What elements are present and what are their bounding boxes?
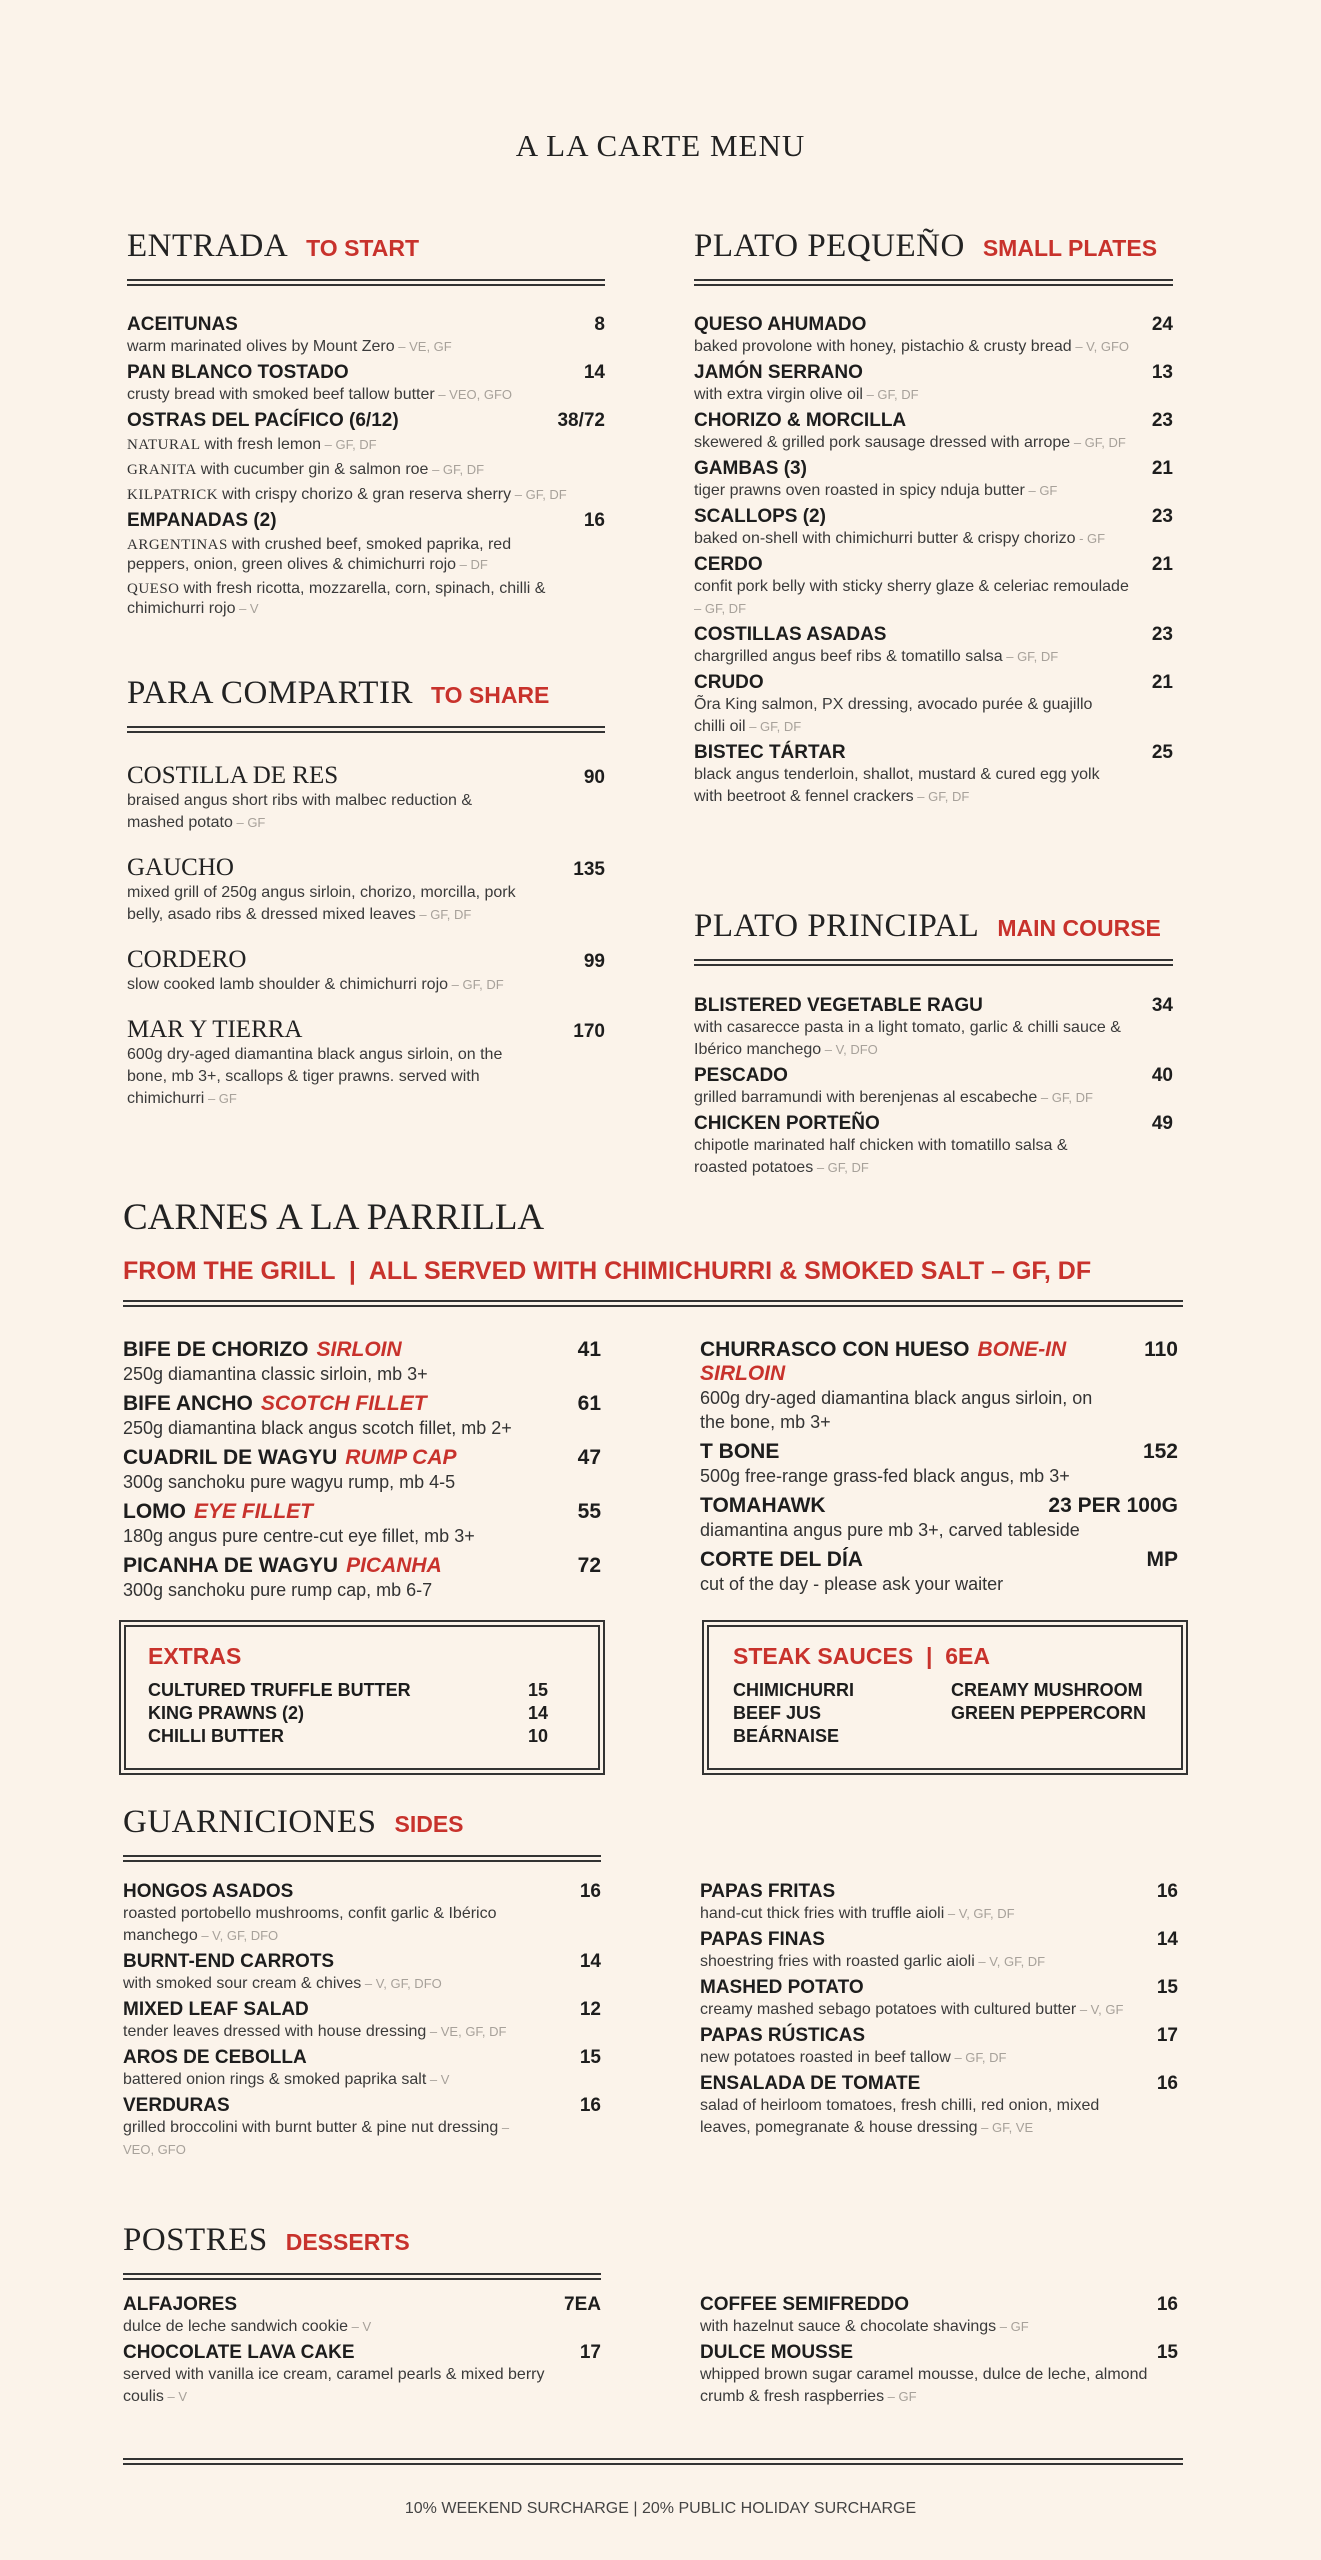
menu-item <box>694 362 1173 406</box>
item-name: DULCE MOUSSE <box>700 2342 854 2363</box>
dietary-tag: – V <box>163 2389 188 2404</box>
item-price: 38/72 <box>557 410 605 431</box>
item-name: HONGOS ASADOS <box>123 1881 294 1902</box>
item-price: 14 <box>579 1951 601 1972</box>
item-price: 135 <box>573 859 605 880</box>
variant-label: QUESO <box>127 581 180 597</box>
cut-name: SIRLOIN <box>316 1338 402 1361</box>
item-desc: with crispy chorizo & gran reserva sherry <box>222 486 512 503</box>
section-title: POSTRES <box>123 2222 268 2258</box>
sauces-title: STEAK SAUCES | 6EA <box>733 1643 990 1669</box>
menu-item <box>127 946 605 996</box>
grill-list-left <box>123 1338 601 1602</box>
menu-item <box>694 672 1173 738</box>
variant-label: GRANITA <box>127 462 197 478</box>
item-name: COSTILLA DE RES <box>127 762 339 789</box>
item-price: 23 <box>1151 624 1173 645</box>
item-price: 23 <box>1151 410 1173 431</box>
section-header <box>127 228 605 265</box>
dietary-tag: – VEO, GFO <box>123 2120 510 2157</box>
item-price: 14 <box>1156 1929 1178 1950</box>
double-rule <box>694 959 1173 966</box>
item-price: 16 <box>1156 2073 1178 2094</box>
section-subtitle: MAIN COURSE <box>997 915 1161 941</box>
item-price: 17 <box>1156 2025 1178 2046</box>
item-name: CERDO <box>694 554 763 575</box>
dietary-tag: – GF <box>232 815 266 830</box>
dietary-tag: – GF, DF <box>1002 649 1059 664</box>
dietary-tag: – VEO, GFO <box>434 387 512 402</box>
dietary-tag: – GF, DF <box>813 1160 869 1175</box>
item-price: 16 <box>579 2095 601 2116</box>
item-price: 41 <box>577 1338 601 1361</box>
desserts-list-left <box>123 2294 601 2408</box>
item-name: PESCADO <box>694 1065 788 1086</box>
item-name: MAR Y TIERRA <box>127 1016 303 1043</box>
menu-item <box>694 1065 1173 1109</box>
item-desc: Õra King salmon, PX dressing, avocado purée & guajillo chilli oil <box>694 696 1093 735</box>
dietary-tag: – GF, DF <box>694 601 747 616</box>
surcharge-note: 10% WEEKEND SURCHARGE | 20% PUBLIC HOLIDAY SURCHARGE <box>404 2500 917 2517</box>
item-desc: braised angus short ribs with malbec reduction & mashed potato <box>127 792 473 831</box>
item-desc: baked on-shell with chimichurri butter & crispy chorizo <box>694 530 1076 547</box>
variant-label: ARGENTINAS <box>127 537 228 553</box>
item-name: PAPAS RÚSTICAS <box>700 2025 866 2046</box>
item-desc: 600g dry-aged diamantina black angus sirloin, on the bone, mb 3+ <box>700 1388 1093 1432</box>
item-price: 40 <box>1151 1065 1173 1086</box>
item-price: 152 <box>1142 1440 1178 1463</box>
item-name: BLISTERED VEGETABLE RAGU <box>694 995 983 1016</box>
entrada-list <box>127 314 605 619</box>
dietary-tag: – V <box>235 601 259 616</box>
dietary-tag: – GF, DF <box>321 437 377 452</box>
cut-name: RUMP CAP <box>345 1446 457 1469</box>
menu-item <box>700 2073 1178 2139</box>
section-title: PLATO PEQUEÑO <box>694 228 965 264</box>
item-desc: chargrilled angus beef ribs & tomatillo salsa <box>694 648 1003 665</box>
menu-item <box>127 314 605 358</box>
item-name: BIFE DE CHORIZO <box>123 1338 309 1361</box>
double-rule <box>123 1855 601 1862</box>
dietary-tag: – GF <box>996 2319 1029 2334</box>
item-price: 10 <box>527 1726 548 1746</box>
item-desc: tender leaves dressed with house dressing <box>123 2023 427 2040</box>
section-grill <box>123 1196 1183 1307</box>
dietary-tag: – V, DFO <box>821 1042 878 1057</box>
section-subtitle: SIDES <box>394 1811 464 1837</box>
footer-rule <box>123 2458 1183 2465</box>
menu-item <box>123 2342 601 2408</box>
item-desc: mixed grill of 250g angus sirloin, chorizo, morcilla, pork belly, asado ribs & dressed mixed leaves <box>127 884 516 923</box>
dietary-tag: – GF, DF <box>745 719 802 734</box>
item-price: 17 <box>579 2342 601 2363</box>
sides-list-right <box>700 1881 1178 2139</box>
item-desc: with hazelnut sauce & chocolate shavings <box>700 2318 997 2335</box>
section-sides <box>123 1804 601 1862</box>
section-subtitle: DESSERTS <box>285 2229 410 2255</box>
extra-item <box>148 1680 548 1701</box>
item-name: COFFEE SEMIFREDDO <box>700 2294 910 2315</box>
dietary-tag: – GF <box>884 2389 917 2404</box>
item-name: KING PRAWNS (2) <box>148 1703 305 1723</box>
section-pequeno <box>694 228 1173 286</box>
item-name: BURNT-END CARROTS <box>123 1951 335 1972</box>
item-desc: cut of the day - please ask your waiter <box>700 1574 1004 1594</box>
item-name: PAN BLANCO TOSTADO <box>127 362 349 383</box>
variant-label: NATURAL <box>127 437 201 453</box>
menu-item <box>700 2025 1178 2069</box>
menu-item <box>700 2342 1178 2408</box>
item-desc: 180g angus pure centre-cut eye fillet, mb 3+ <box>123 1526 475 1546</box>
item-price: 110 <box>1144 1338 1178 1361</box>
section-title: PLATO PRINCIPAL <box>694 908 980 944</box>
dietary-tag: – V, GF <box>1076 2002 1124 2017</box>
double-rule <box>694 279 1173 286</box>
item-name: GAMBAS (3) <box>694 458 807 479</box>
item-name: TOMAHAWK <box>700 1494 826 1517</box>
item-price: 25 <box>1151 742 1173 763</box>
menu-item <box>694 314 1173 358</box>
grill-item <box>700 1548 1178 1596</box>
item-price: 14 <box>527 1703 548 1723</box>
menu-item <box>123 2047 601 2091</box>
dietary-tag: – GF, DF <box>415 907 472 922</box>
item-desc: skewered & grilled pork sausage dressed with arrope <box>694 434 1071 451</box>
sauces-box <box>702 1620 1188 1775</box>
item-price: 15 <box>579 2047 601 2068</box>
page-title: A LA CARTE MENU <box>515 128 806 163</box>
item-desc: with cucumber gin & salmon roe <box>200 461 429 478</box>
item-desc: 600g dry-aged diamantina black angus sirloin, on the bone, mb 3+, scallops & tiger prawns. served with chimichurri <box>127 1046 503 1107</box>
item-name: CHILLI BUTTER <box>148 1726 284 1746</box>
item-price: 12 <box>579 1999 601 2020</box>
item-desc: 300g sanchoku pure wagyu rump, mb 4-5 <box>123 1472 456 1492</box>
sauce-item: CREAMY MUSHROOM <box>951 1680 1143 1700</box>
item-name: PAPAS FINAS <box>700 1929 825 1950</box>
item-price: 8 <box>594 314 605 335</box>
item-price: 15 <box>1156 2342 1178 2363</box>
section-principal <box>694 908 1173 966</box>
menu-item <box>127 410 605 506</box>
item-price: 14 <box>583 362 605 383</box>
section-subtitle: TO SHARE <box>430 682 550 708</box>
sauce-item: CHIMICHURRI <box>733 1680 854 1700</box>
menu-item <box>694 742 1173 808</box>
dietary-tag: – GF, DF <box>1037 1090 1093 1105</box>
cut-name: SCOTCH FILLET <box>260 1392 427 1415</box>
item-desc: baked provolone with honey, pistachio & crusty bread <box>694 338 1072 355</box>
dietary-tag: – V <box>426 2072 450 2087</box>
item-price: 24 <box>1151 314 1173 335</box>
grill-item <box>123 1392 601 1440</box>
section-title: ENTRADA <box>127 228 289 264</box>
item-name: MASHED POTATO <box>700 1977 864 1998</box>
item-price: 15 <box>1156 1977 1178 1998</box>
item-desc: black angus tenderloin, shallot, mustard & cured egg yolk with beetroot & fennel crackers <box>694 766 1100 805</box>
sauce-item: BEEF JUS <box>733 1703 822 1723</box>
item-desc: warm marinated olives by Mount Zero <box>127 338 395 355</box>
item-desc: diamantina angus pure mb 3+, carved tableside <box>700 1520 1080 1540</box>
dietary-tag: – GF, VE <box>977 2120 1034 2135</box>
double-rule <box>127 279 605 286</box>
extra-item <box>148 1703 548 1724</box>
item-name: EMPANADAS (2) <box>127 510 277 531</box>
dietary-tag: – VE, GF, DF <box>426 2024 507 2039</box>
item-price: 13 <box>1151 362 1173 383</box>
menu-item <box>127 510 605 619</box>
item-name: PICANHA DE WAGYU <box>123 1554 339 1577</box>
item-desc: roasted portobello mushrooms, confit garlic & Ibérico manchego <box>123 1905 497 1944</box>
item-price: MP <box>1146 1548 1178 1571</box>
item-desc: tiger prawns oven roasted in spicy nduja butter <box>694 482 1025 499</box>
menu-item <box>127 762 605 834</box>
extras-box <box>119 1620 605 1775</box>
section-header <box>694 228 1173 265</box>
principal-list <box>694 995 1173 1179</box>
item-name: CORDERO <box>127 946 247 973</box>
item-name: ENSALADA DE TOMATE <box>700 2073 921 2094</box>
cut-name: EYE FILLET <box>194 1500 314 1523</box>
item-desc: crusty bread with smoked beef tallow butter <box>127 386 435 403</box>
grill-item <box>123 1500 601 1548</box>
item-desc: with fresh lemon <box>204 436 321 453</box>
item-price: 34 <box>1151 995 1173 1016</box>
section-compartir <box>127 675 605 733</box>
grill-item <box>700 1440 1178 1488</box>
item-name: OSTRAS DEL PACÍFICO (6/12) <box>127 410 399 431</box>
dietary-tag: – GF <box>204 1091 237 1106</box>
menu-item <box>127 854 605 926</box>
menu-item <box>123 1881 601 1947</box>
item-name: VERDURAS <box>123 2095 230 2116</box>
section-subtitle: FROM THE GRILL | ALL SERVED WITH CHIMICHURRI & SMOKED SALT – GF, DF <box>123 1257 1092 1285</box>
section-subtitle: TO START <box>306 235 420 261</box>
section-subtitle: SMALL PLATES <box>982 235 1158 261</box>
item-desc: 500g free-range grass-fed black angus, mb 3+ <box>700 1466 1070 1486</box>
section-entrada <box>127 228 605 286</box>
item-name: PAPAS FRITAS <box>700 1881 836 1902</box>
sides-list-left <box>123 1881 601 2161</box>
extra-item <box>148 1726 548 1747</box>
item-price: 72 <box>577 1554 601 1577</box>
item-price: 7EA <box>564 2294 601 2315</box>
item-name: LOMO <box>123 1500 186 1523</box>
dietary-tag: – V, GF, DF <box>944 1906 1015 1921</box>
item-name: SCALLOPS (2) <box>694 506 826 527</box>
item-desc: grilled barramundi with berenjenas al escabeche <box>694 1089 1038 1106</box>
section-title: PARA COMPARTIR <box>127 675 413 711</box>
compartir-list <box>127 762 605 1110</box>
grill-list-right <box>700 1338 1178 1596</box>
menu-item <box>123 2095 601 2161</box>
item-name: GAUCHO <box>127 854 234 881</box>
section-header <box>123 2222 601 2259</box>
item-desc: 300g sanchoku pure rump cap, mb 6-7 <box>123 1580 433 1600</box>
menu-item <box>700 1929 1178 1973</box>
grill-item <box>700 1338 1178 1434</box>
dietary-tag: – GF, DF <box>428 462 485 477</box>
item-name: CHORIZO & MORCILLA <box>694 410 907 431</box>
menu-item <box>694 458 1173 502</box>
item-price: 21 <box>1151 554 1173 575</box>
item-name: QUESO AHUMADO <box>694 314 867 335</box>
double-rule <box>123 1300 1183 1307</box>
section-title: GUARNICIONES <box>123 1804 377 1840</box>
dietary-tag: – V, GF, DFO <box>197 1928 279 1943</box>
dietary-tag: – V, GF, DF <box>974 1954 1046 1969</box>
item-desc: confit pork belly with sticky sherry glaze & celeriac remoulade <box>694 578 1129 595</box>
sauce-column <box>951 1680 1146 1747</box>
cut-name: BONE-IN SIRLOIN <box>700 1338 1067 1385</box>
item-desc: served with vanilla ice cream, caramel pearls & mixed berry coulis <box>123 2366 545 2405</box>
dietary-tag: – GF, DF <box>913 789 970 804</box>
item-price: 16 <box>1156 2294 1178 2315</box>
item-desc: new potatoes roasted in beef tallow <box>700 2049 951 2066</box>
item-price: 90 <box>583 767 605 788</box>
item-name: BIFE ANCHO <box>123 1392 253 1415</box>
variant-label: KILPATRICK <box>127 487 219 503</box>
sauce-column <box>733 1680 951 1747</box>
dietary-tag: – V <box>348 2319 372 2334</box>
item-name: CHURRASCO CON HUESO <box>700 1338 970 1361</box>
item-desc: with casarecce pasta in a light tomato, garlic & chilli sauce & Ibérico manchego <box>694 1019 1121 1058</box>
item-desc: salad of heirloom tomatoes, fresh chilli, red onion, mixed leaves, pomegranate & house dressing <box>700 2097 1100 2136</box>
dietary-tag: – GF, DF <box>950 2050 1007 2065</box>
item-name: CHICKEN PORTEÑO <box>694 1113 880 1134</box>
dietary-tag: – GF, DF <box>1070 435 1126 450</box>
item-name: BISTEC TÁRTAR <box>694 742 846 763</box>
section-title: CARNES A LA PARRILLA <box>123 1197 545 1238</box>
item-price: 49 <box>1151 1113 1173 1134</box>
item-desc: with extra virgin olive oil <box>694 386 863 403</box>
item-desc: battered onion rings & smoked paprika salt <box>123 2071 427 2088</box>
grill-item <box>700 1494 1178 1542</box>
item-name: ALFAJORES <box>123 2294 238 2315</box>
item-desc: with crushed beef, smoked paprika, red peppers, onion, green olives & chimichurri rojo <box>127 536 512 573</box>
item-name: CORTE DEL DÍA <box>700 1548 863 1571</box>
item-price: 23 <box>1151 506 1173 527</box>
item-desc: whipped brown sugar caramel mousse, dulce de leche, almond crumb & fresh raspberries <box>700 2366 1148 2405</box>
menu-item <box>123 2294 601 2338</box>
item-desc: with smoked sour cream & chives <box>123 1975 362 1992</box>
grill-item <box>123 1446 601 1494</box>
menu-item <box>694 1113 1173 1179</box>
extras-title: EXTRAS <box>148 1643 242 1669</box>
item-desc: 250g diamantina black angus scotch fillet, mb 2+ <box>123 1418 512 1438</box>
desserts-list-right <box>700 2294 1178 2408</box>
double-rule <box>127 726 605 733</box>
item-name: AROS DE CEBOLLA <box>123 2047 307 2068</box>
pequeno-list <box>694 314 1173 808</box>
menu-item <box>127 362 605 406</box>
item-price: 47 <box>577 1446 601 1469</box>
dietary-tag: – V, GFO <box>1071 339 1130 354</box>
menu-item <box>123 1999 601 2043</box>
item-name: MIXED LEAF SALAD <box>123 1999 309 2020</box>
item-price: 16 <box>579 1881 601 1902</box>
item-name: CRUDO <box>694 672 764 693</box>
grill-item <box>123 1338 601 1386</box>
cut-name: PICANHA <box>346 1554 442 1577</box>
item-desc: chipotle marinated half chicken with tomatillo salsa & roasted potatoes <box>694 1137 1068 1176</box>
dietary-tag: – GF, DF <box>448 977 504 992</box>
item-name: COSTILLAS ASADAS <box>694 624 887 645</box>
menu-item <box>700 2294 1178 2338</box>
item-desc: hand-cut thick fries with truffle aioli <box>700 1905 945 1922</box>
menu-item <box>694 995 1173 1061</box>
menu-item <box>700 1881 1178 1925</box>
dietary-tag: – GF <box>1024 483 1058 498</box>
item-price: 61 <box>577 1392 601 1415</box>
dietary-tag: – DF <box>456 557 488 572</box>
item-price: 15 <box>527 1680 548 1700</box>
item-price: 21 <box>1151 458 1173 479</box>
item-price: 16 <box>1156 1881 1178 1902</box>
dietary-tag: – GF, DF <box>862 387 919 402</box>
menu-item <box>694 554 1173 620</box>
dietary-tag: – V, GF, DFO <box>361 1976 442 1991</box>
section-header <box>694 908 1173 945</box>
item-desc: slow cooked lamb shoulder & chimichurri rojo <box>127 976 449 993</box>
item-name: T BONE <box>700 1440 780 1463</box>
item-name: CHOCOLATE LAVA CAKE <box>123 2342 355 2363</box>
dietary-tag: – VE, GF <box>394 339 452 354</box>
item-name: ACEITUNAS <box>127 314 238 335</box>
item-desc: creamy mashed sebago potatoes with cultured butter <box>700 2001 1077 2018</box>
item-desc: dulce de leche sandwich cookie <box>123 2318 349 2335</box>
dietary-tag: - GF <box>1075 531 1106 546</box>
menu-item <box>123 1951 601 1995</box>
item-price: 55 <box>577 1500 601 1523</box>
item-desc: shoestring fries with roasted garlic aioli <box>700 1953 975 1970</box>
menu-item <box>700 1977 1178 2021</box>
item-price: 16 <box>583 510 605 531</box>
section-header <box>127 675 605 712</box>
item-desc: 250g diamantina classic sirloin, mb 3+ <box>123 1364 428 1384</box>
menu-item <box>694 506 1173 550</box>
item-name: JAMÓN SERRANO <box>694 362 863 383</box>
item-name: CUADRIL DE WAGYU <box>123 1446 338 1469</box>
item-price: 23 PER 100G <box>1048 1494 1178 1517</box>
dietary-tag: – GF, DF <box>511 487 567 502</box>
sauce-item: BEÁRNAISE <box>733 1726 840 1746</box>
item-desc: grilled broccolini with burnt butter & pine nut dressing <box>123 2119 499 2136</box>
section-desserts <box>123 2222 601 2280</box>
item-desc: with fresh ricotta, mozzarella, corn, spinach, chilli & chimichurri rojo <box>127 580 546 617</box>
menu-item <box>127 1016 605 1110</box>
item-name: CULTURED TRUFFLE BUTTER <box>148 1680 411 1700</box>
grill-item <box>123 1554 601 1602</box>
double-rule <box>123 2273 601 2280</box>
menu-item <box>694 624 1173 668</box>
section-header <box>123 1804 601 1841</box>
sauce-item: GREEN PEPPERCORN <box>951 1703 1147 1723</box>
menu-item <box>694 410 1173 454</box>
item-price: 21 <box>1151 672 1173 693</box>
item-price: 99 <box>583 951 605 972</box>
item-price: 170 <box>573 1021 605 1042</box>
